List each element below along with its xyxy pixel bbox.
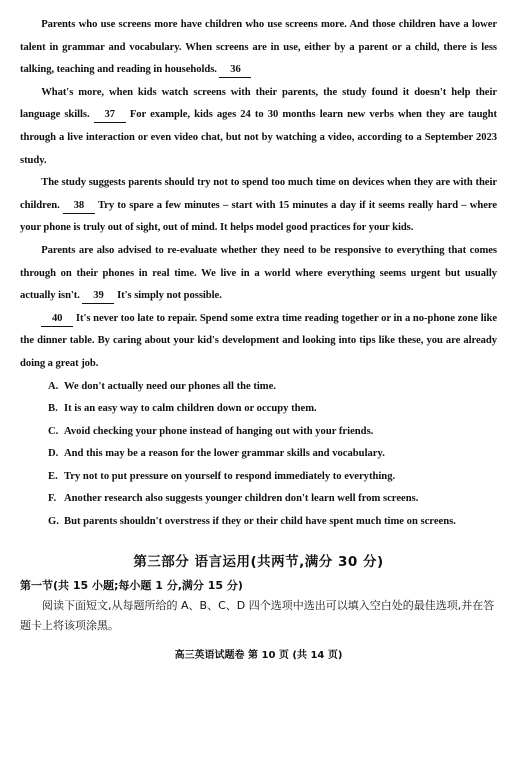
option-g-text: But parents shouldn't overstress if they or their child have spent much time on screens. bbox=[64, 516, 456, 528]
paragraph-2 bbox=[20, 82, 497, 172]
option-d-text: And this may be a reason for the lower grammar skills and vocabulary. bbox=[64, 448, 385, 460]
paragraph-4-after: It's simply not possible. bbox=[114, 290, 222, 302]
paragraph-5 bbox=[20, 308, 497, 376]
option-c-letter: C. bbox=[48, 425, 59, 437]
blank-38: 38 bbox=[63, 199, 95, 214]
option-c bbox=[20, 421, 497, 444]
option-a-letter: A. bbox=[48, 380, 59, 392]
option-e bbox=[20, 466, 497, 489]
paragraph-1 bbox=[20, 14, 497, 82]
option-b-letter: B. bbox=[48, 403, 58, 415]
blank-36: 36 bbox=[219, 63, 251, 78]
option-a-text: We don't actually need our phones all the time. bbox=[64, 380, 276, 392]
paragraph-2-after: For example, kids ages 24 to 30 months learn new verbs when they are taught through a live interaction or even video chat, but not by watching a video, according to a September 2023 study. bbox=[20, 109, 497, 166]
paragraph-3-after: Try to spare a few minutes – start with 15 minutes a day if it seems really hard – where your phone is truly out of sight, out of mind. It helps model good practices for your kids. bbox=[20, 199, 497, 234]
option-d-letter: D. bbox=[48, 448, 59, 460]
option-d bbox=[20, 443, 497, 466]
section-instruction: 阅读下面短文,从每题所给的 A、B、C、D 四个选项中选出可以填入空白处的最佳选项,并在答题卡上将该项涂黑。 bbox=[20, 598, 495, 632]
page-footer: 高三英语试题卷 第 10 页 (共 14 页) bbox=[174, 649, 343, 661]
paragraph-4 bbox=[20, 240, 497, 308]
option-e-text: Try not to put pressure on yourself to respond immediately to everything. bbox=[64, 470, 396, 482]
paragraph-2-before: What's more, when kids watch screens with their parents, the study found it doesn't help their language skills. bbox=[20, 86, 497, 121]
paragraph-3 bbox=[20, 172, 497, 240]
section-title: 第三部分 语言运用(共两节,满分 30 分) bbox=[133, 553, 384, 570]
option-f-text: Another research also suggests younger children don't learn well from screens. bbox=[64, 493, 419, 505]
option-f-letter: F. bbox=[48, 493, 57, 505]
blank-37: 37 bbox=[94, 108, 126, 123]
paragraph-4-before: Parents are also advised to re-evaluate whether they need to be responsive to everything that comes through on their phones in real time. We live in a world where everything seems urgent but usually actually isn't. bbox=[20, 244, 497, 302]
section-subtitle: 第一节(共 15 小题;每小题 1 分,满分 15 分) bbox=[20, 578, 243, 592]
option-list bbox=[20, 376, 497, 534]
paragraph-5-after: It's never too late to repair. Spend some extra time reading together or in a no-phone zone like the dinner table. By caring about your kid's development and looking into tips like these, you are already doing a great job. bbox=[20, 312, 497, 369]
paragraph-3-before: The study suggests parents should try not to spend too much time on devices when they are with their children. bbox=[20, 177, 497, 211]
blank-39: 39 bbox=[82, 289, 114, 304]
option-f bbox=[20, 488, 497, 511]
option-g bbox=[20, 511, 497, 534]
option-b bbox=[20, 398, 497, 421]
paragraph-1-text: Parents who use screens more have children who use screens more. And those children have a lower talent in grammar and vocabulary. When screens are in use, either by a parent or a child, there is less talking, teaching and reading in households. bbox=[20, 19, 497, 76]
option-b-text: It is an easy way to calm children down or occupy them. bbox=[64, 403, 317, 415]
blank-40: 40 bbox=[41, 312, 73, 327]
option-c-text: Avoid checking your phone instead of hanging out with your friends. bbox=[64, 425, 374, 437]
option-a bbox=[20, 376, 497, 399]
option-e-letter: E. bbox=[48, 470, 58, 482]
option-g-letter: G. bbox=[48, 516, 59, 528]
